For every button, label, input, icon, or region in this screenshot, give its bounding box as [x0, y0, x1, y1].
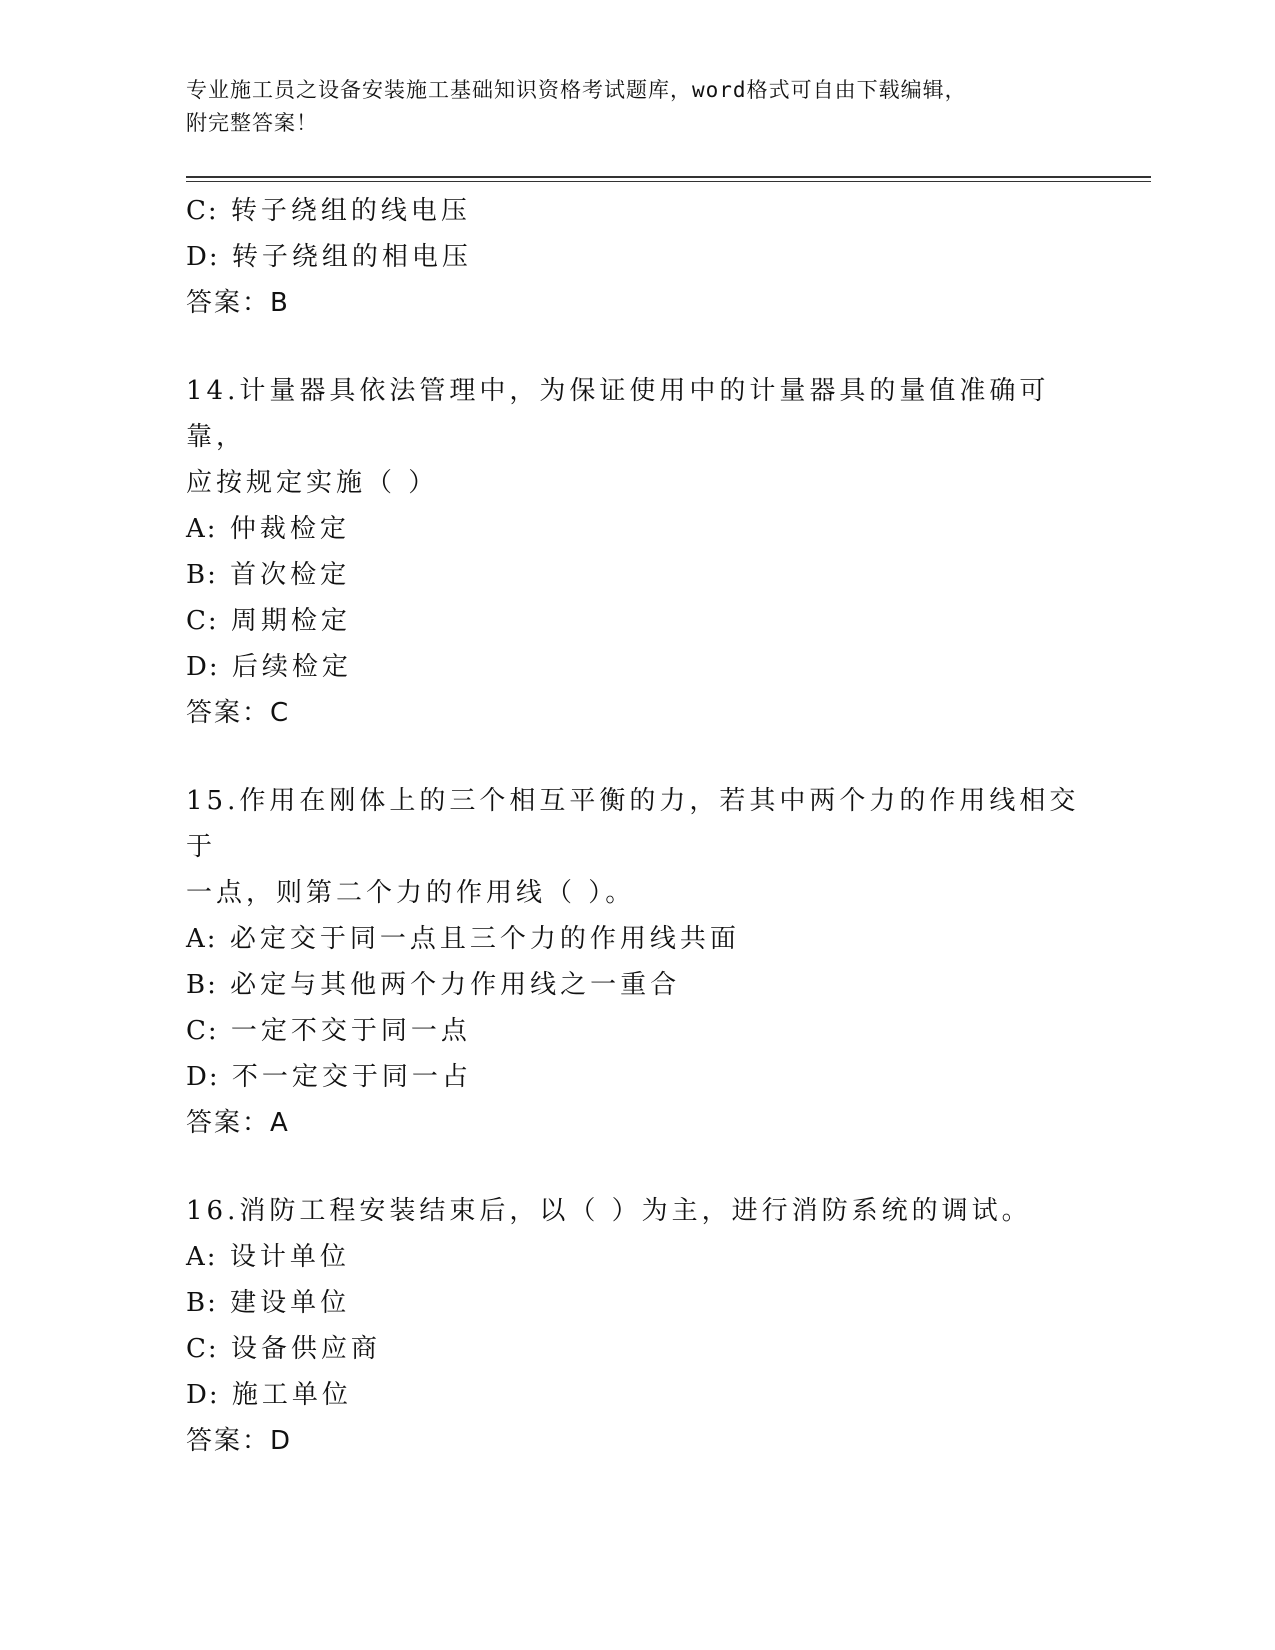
answer-line: 答案：A	[186, 1108, 290, 1138]
option-c: C: 一定不交于同一点	[186, 1016, 471, 1046]
option-a: A: 必定交于同一点且三个力的作用线共面	[186, 924, 740, 954]
question-stem: 15.作用在刚体上的三个相互平衡的力，若其中两个力的作用线相交于 一点，则第二个力的作用线（ ）。	[186, 786, 1080, 908]
option-c: C: 周期检定	[186, 606, 351, 636]
question-stem: 16.消防工程安装结束后，以（ ）为主，进行消防系统的调试。	[186, 1196, 1032, 1226]
option-b: B: 必定与其他两个力作用线之一重合	[186, 970, 681, 1000]
option-d: D: 施工单位	[186, 1380, 352, 1410]
header-line-2: 附完整答案！	[186, 111, 318, 135]
option-c: C: 设备供应商	[186, 1334, 381, 1364]
header-divider-thin	[186, 181, 1151, 182]
option-b: B: 建设单位	[186, 1288, 351, 1318]
option-a: A: 设计单位	[186, 1242, 350, 1272]
question-16	[186, 1188, 1086, 1464]
option-a: A: 仲裁检定	[186, 514, 350, 544]
header-line-1: 专业施工员之设备安装施工基础知识资格考试题库，word格式可自由下载编辑，	[186, 78, 967, 102]
answer-line: 答案：C	[186, 698, 291, 728]
question-stem: 14.计量器具依法管理中，为保证使用中的计量器具的量值准确可靠， 应按规定实施（ ）	[186, 376, 1050, 498]
question-15	[186, 778, 1086, 1146]
answer-line: 答案：B	[186, 288, 290, 318]
header-divider-thick	[186, 176, 1151, 178]
option-b: B: 首次检定	[186, 560, 351, 590]
option-d: D: 转子绕组的相电压	[186, 242, 472, 272]
question-14	[186, 368, 1086, 736]
option-d: D: 不一定交于同一占	[186, 1062, 472, 1092]
document-body	[186, 188, 1086, 1464]
option-d: D: 后续检定	[186, 652, 352, 682]
answer-line: 答案：D	[186, 1426, 293, 1456]
question-13-tail	[186, 188, 1086, 326]
document-header	[186, 74, 1086, 140]
option-c: C: 转子绕组的线电压	[186, 196, 471, 226]
